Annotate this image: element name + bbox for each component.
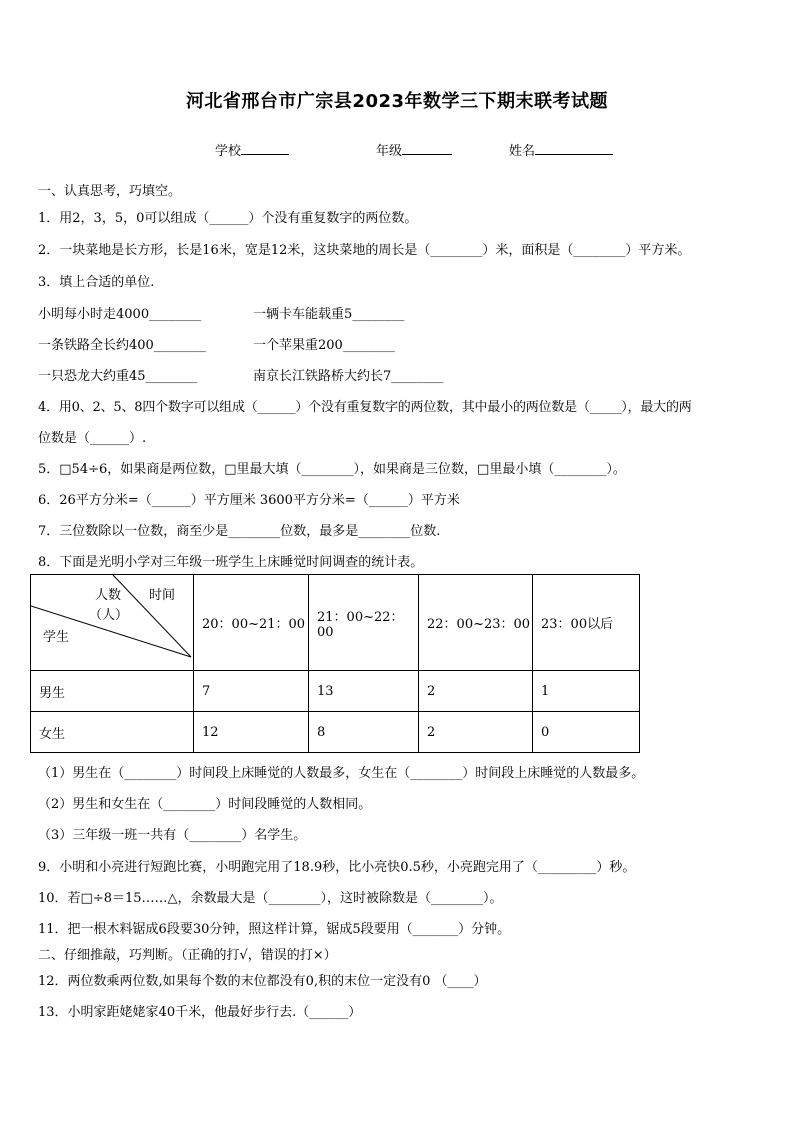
table-cell: 8 [309,712,419,753]
unit-item: 一条铁路全长约400________ [38,338,206,353]
table-row [31,671,640,712]
table-cell: 7 [194,671,309,712]
survey-table [30,574,640,753]
table-row [31,712,640,753]
question-7: 7．三位数除以一位数，商至少是________位数，最多是________位数. [38,524,441,539]
table-header-row [31,575,640,671]
table-cell: 0 [533,712,640,753]
question-8-3: （3）三年级一班一共有（________）名学生。 [38,828,307,843]
diag-unit-label: （人） [89,608,129,623]
table-cell: 1 [533,671,640,712]
unit-item: 一辆卡车能载重5________ [253,307,405,322]
question-8-2: （2）男生和女生在（________）时间段睡觉的人数相同。 [38,797,372,812]
page-title: 河北省邢台市广宗县2023年数学三下期末联考试题 [185,91,609,112]
table-header-cell: 22：00~23：00 [419,575,533,671]
question-12: 12．两位数乘两位数,如果每个数的末位都没有0,积的末位一定没有0 （____） [38,974,487,989]
unit-item: 一只恐龙大约重45________ [38,369,198,384]
question-13: 13．小明家距姥姥家40千米，他最好步行去.（______） [38,1005,362,1020]
name-blank[interactable] [535,141,613,155]
question-3: 3．填上合适的单位. [38,275,155,290]
question-10: 10．若□÷8＝15……△，余数最大是（________），这时被除数是（________）。 [38,891,503,906]
unit-item: 一个苹果重200________ [253,338,395,353]
question-11: 11．把一根木料锯成6段要30分钟，照这样计算，锯成5段要用（_______）分钟。 [38,922,511,937]
question-5: 5．□54÷6，如果商是两位数，□里最大填（________），如果商是三位数，□里最小填（________）。 [38,462,626,477]
table-header-cell: 23：00以后 [533,575,640,671]
table-header-cell: 20：00~21：00 [194,575,309,671]
diagonal-header-cell [31,575,194,671]
name-label: 姓名 [509,144,536,159]
question-4-line-1: 4．用0、2、5、8四个数字可以组成（______）个没有重复数字的两位数，其中最小的两位数是（_____），最大的两 [38,400,692,415]
name-field [509,140,613,159]
question-9: 9．小明和小亮进行短跑比赛，小明跑完用了18.9秒，比小亮快0.5秒，小亮跑完用了（_________）秒。 [38,860,636,875]
question-6: 6．26平方分米=（______）平方厘米 3600平方分米=（______）平方米 [38,493,460,508]
table-cell: 2 [419,712,533,753]
table-cell: 12 [194,712,309,753]
diag-student-label: 学生 [43,630,70,645]
section-heading-1: 一、认真思考，巧填空。 [38,184,182,199]
unit-item: 小明每小时走4000________ [38,307,202,322]
question-1: 1．用2，3，5，0可以组成（______）个没有重复数字的两位数。 [38,211,418,226]
grade-label: 年级 [376,144,403,159]
diag-count-label: 人数 [95,588,122,603]
question-4-line-2: 位数是（______）. [38,431,147,446]
school-label: 学校 [215,144,242,159]
section-heading-2: 二、仔细推敲，巧判断。（正确的打√，错误的打×） [38,948,337,963]
table-cell: 2 [419,671,533,712]
school-blank[interactable] [241,141,289,155]
question-2: 2．一块菜地是长方形，长是16米，宽是12米，这块菜地的周长是（________）米，面积是（________）平方米。 [38,243,691,258]
grade-blank[interactable] [402,141,452,155]
unit-item: 南京长江铁路桥大约长7________ [253,369,444,384]
diag-time-label: 时间 [149,588,176,603]
school-field [215,140,289,159]
grade-field [376,140,452,159]
question-8: 8．下面是光明小学对三年级一班学生上床睡觉时间调查的统计表。 [38,555,424,570]
question-8-1: （1）男生在（________）时间段上床睡觉的人数最多，女生在（________）时间段上床睡觉的人数最多。 [38,766,645,781]
table-cell: 13 [309,671,419,712]
row-label: 男生 [31,671,194,712]
row-label: 女生 [31,712,194,753]
table-header-cell: 21：00~22：00 [309,575,419,671]
